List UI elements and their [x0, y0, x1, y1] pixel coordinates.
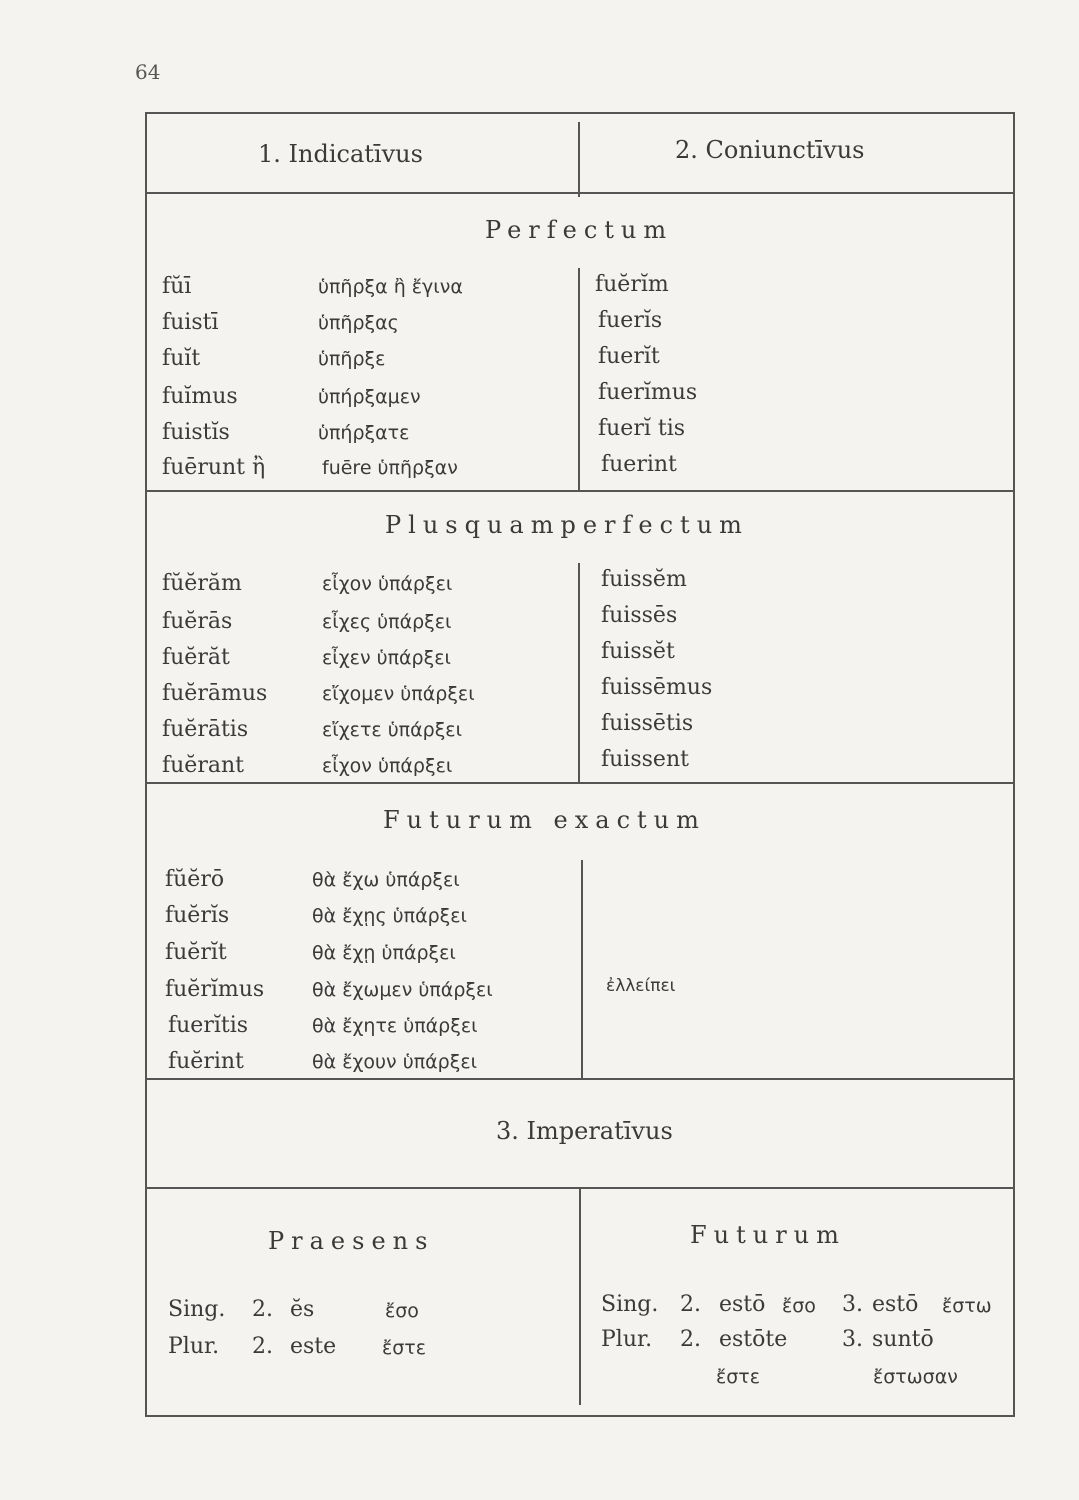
header-coniunctivus: 2. Coniunctīvus	[675, 136, 865, 164]
plusquamperfectum-greek: εἶχον ὑπάρξει	[322, 573, 453, 595]
divider-imperativus-column	[579, 1189, 581, 1405]
futurum-sing-greek3: ἔστω	[942, 1295, 992, 1317]
futurum-exactum-coniunctivus-note: ἐλλείπει	[606, 976, 676, 996]
praesens-sing-person: 2.	[252, 1297, 273, 1322]
plusquamperfectum-latin: fuĕrās	[162, 609, 233, 634]
divider-perfectum	[145, 490, 1015, 492]
perfectum-greek: ὑπήρξαμεν	[318, 386, 421, 408]
plusquamperfectum-greek: εἴχομεν ὑπάρξει	[322, 683, 475, 705]
futurum-exactum-latin: fuĕrĭs	[165, 903, 230, 928]
futurum-exactum-latin: fuĕrĭt	[165, 940, 227, 965]
plusquamperfectum-greek: εἶχεν ὑπάρξει	[322, 647, 451, 669]
perfectum-greek: ὑπήρξατε	[318, 422, 410, 444]
plusquamperfectum-coniunctivus: fuissĕm	[601, 567, 687, 592]
perfectum-greek: ὑπῆρξε	[318, 348, 386, 370]
perfectum-latin: fŭī	[162, 274, 192, 299]
plusquamperfectum-greek: εἶχον ὑπάρξει	[322, 755, 453, 777]
perfectum-coniunctivus: fuerĭ tis	[598, 416, 686, 441]
divider-plusquamperfectum	[145, 782, 1015, 784]
praesens-plur-label: Plur.	[168, 1334, 220, 1359]
futurum-exactum-greek: θὰ ἔχουν ὑπάρξει	[312, 1051, 478, 1073]
perfectum-coniunctivus: fuerĭmus	[598, 380, 698, 405]
praesens-plur-latin: este	[290, 1334, 337, 1359]
plusquamperfectum-coniunctivus: fuissent	[601, 747, 689, 772]
futurum-plur-latin2: estōte	[719, 1327, 788, 1352]
futurum-sing-label: Sing.	[601, 1292, 659, 1317]
page-number: 64	[135, 60, 161, 84]
praesens-plur-person: 2.	[252, 1334, 273, 1359]
futurum-sing-latin2: estō	[719, 1292, 766, 1317]
plusquamperfectum-latin: fŭĕrăm	[162, 571, 242, 596]
plusquamperfectum-latin: fuĕrăt	[162, 645, 230, 670]
praesens-sing-label: Sing.	[168, 1297, 226, 1322]
futurum-plur-latin3: suntō	[872, 1327, 934, 1352]
perfectum-latin: fuĭt	[162, 346, 201, 371]
imperativus-futurum-title: Futurum	[690, 1221, 846, 1249]
futurum-exactum-latin: fuerĭtis	[168, 1013, 249, 1038]
futurum-exactum-greek: θὰ ἔχητε ὑπάρξει	[312, 1015, 478, 1037]
futurum-sing-person3: 3.	[842, 1292, 863, 1317]
plusquamperfectum-latin: fuĕrātis	[162, 717, 249, 742]
divider-futurum-exactum-column	[581, 860, 583, 1078]
perfectum-greek: ὑπῆρξας	[318, 312, 399, 334]
divider-futurum-exactum	[145, 1078, 1015, 1080]
divider-header	[145, 192, 1015, 194]
divider-header-column	[578, 122, 580, 197]
futurum-plur-person2: 2.	[680, 1327, 701, 1352]
perfectum-latin: fuērunt ἢ	[162, 455, 266, 480]
perfectum-coniunctivus: fuerĭt	[598, 344, 660, 369]
praesens-sing-latin: ĕs	[290, 1297, 315, 1322]
futurum-exactum-greek: θὰ ἔχωμεν ὑπάρξει	[312, 979, 493, 1001]
plusquamperfectum-coniunctivus: fuissĕt	[601, 639, 675, 664]
plusquamperfectum-coniunctivus: fuissētis	[601, 711, 694, 736]
divider-plusquamperfectum-column	[578, 563, 580, 782]
futurum-plur-person3: 3.	[842, 1327, 863, 1352]
section-title-plusquamperfectum: Plusquamperfectum	[385, 511, 749, 539]
futurum-exactum-latin: fuĕrĭmus	[165, 977, 265, 1002]
futurum-exactum-greek: θὰ ἔχῃ ὑπάρξει	[312, 942, 456, 964]
futurum-exactum-greek: θὰ ἔχω ὑπάρξει	[312, 869, 460, 891]
plusquamperfectum-greek: εἶχες ὑπάρξει	[322, 611, 452, 633]
futurum-plur-label: Plur.	[601, 1327, 653, 1352]
futurum-exactum-latin: fŭĕrō	[165, 867, 225, 892]
perfectum-latin: fuistĭs	[162, 420, 230, 445]
plusquamperfectum-greek: εἴχετε ὑπάρξει	[322, 719, 463, 741]
futurum-plur-greek2: ἔστε	[716, 1366, 761, 1388]
praesens-sing-greek: ἔσο	[385, 1300, 419, 1322]
perfectum-greek: ὑπῆρξα ἢ ἔγινα	[318, 276, 463, 298]
futurum-sing-latin3: estō	[872, 1292, 919, 1317]
futurum-sing-person2: 2.	[680, 1292, 701, 1317]
perfectum-latin: fuĭmus	[162, 384, 238, 409]
header-imperativus: 3. Imperatīvus	[496, 1117, 673, 1145]
perfectum-coniunctivus: fuerĭs	[598, 308, 663, 333]
imperativus-praesens-title: Praesens	[268, 1227, 435, 1255]
futurum-plur-greek3: ἔστωσαν	[873, 1366, 958, 1388]
perfectum-coniunctivus: fuĕrĭm	[595, 272, 669, 297]
futurum-exactum-greek: θὰ ἔχῃς ὑπάρξει	[312, 905, 467, 927]
plusquamperfectum-coniunctivus: fuissēmus	[601, 675, 713, 700]
section-title-futurum-exactum: Futurum exactum	[383, 806, 706, 834]
plusquamperfectum-latin: fuĕrant	[162, 753, 244, 778]
perfectum-greek: fuēre ὑπῆρξαν	[322, 457, 458, 479]
praesens-plur-greek: ἔστε	[382, 1337, 427, 1359]
futurum-exactum-latin: fuĕrint	[168, 1049, 244, 1074]
plusquamperfectum-latin: fuĕrāmus	[162, 681, 268, 706]
divider-perfectum-column	[578, 268, 580, 490]
perfectum-coniunctivus: fuerint	[601, 452, 677, 477]
perfectum-latin: fuistī	[162, 310, 219, 335]
section-title-perfectum: Perfectum	[485, 216, 674, 244]
plusquamperfectum-coniunctivus: fuissēs	[601, 603, 678, 628]
futurum-sing-greek2: ἔσο	[782, 1295, 816, 1317]
header-indicativus: 1. Indicatīvus	[258, 140, 423, 168]
